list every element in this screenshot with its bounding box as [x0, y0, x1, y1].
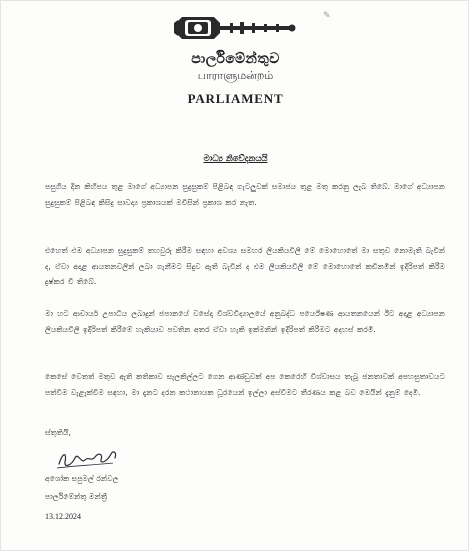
pen-mark-icon: ✎	[323, 11, 331, 21]
paragraph-2: එහෙත් එම අධ්‍යාපන සුදුසුකම් තහවුරු කිරීම සඳහා අවශ්‍ය සමහර ලියකියවිලි මේ මොහොතේ මා සතුව නොමැති බැවින් ද, ඒවා අදාළ ආයතනවලින් ලබා ගැනීමට සිදුව ඇති බැවින් ද එම ලියකියවිලි මේ මොහොතේ කඩිනමින් ඉදිරිපත් කිරීම දුෂ්කර වී තිබේ.	[45, 246, 445, 286]
paragraph-3: මා හට ආචාර්ය උපාධිය ලබාදුන් ජපානයේ වසේදා විශ්වවිද්‍යාලයේ අනුබද්ධ පර්යේෂණ ආයතනයෙන් ඊට අදාළ අධ්‍යාපන ලියකියවිලි ඉදිරිපත් කිරීමේ හැකියාව පවතින අතර ඒවා හැකි ඉක්මනින් ඉදිරිපත් කිරීමට අදහස් කරමි.	[45, 309, 445, 334]
paragraph-4: කෙසේ වෙතත් මතුව ඇති කතිකාව සැලකිල්ලට ගෙන ආණ්ඩුවක් අප කෙරෙහි විශ්වාසය තැබූ ජනතාවක් අපහසුතාවයට පත්වීම වැළැක්වීම සඳහා, මා දැනට දරන කථානායක ධූරයෙන් ඉල්ලා අස්වීමට තීරණය කළ බව මෙයින් දැනුම් දෙමි.	[45, 372, 445, 397]
signature-date: 13.12.2024	[45, 512, 81, 521]
header-sinhala: පාර්ලිමේන්තුව	[191, 51, 280, 67]
header-english: PARLIAMENT	[187, 91, 284, 106]
notice-title: මාධ්‍ය නිවේදනයයි	[203, 154, 268, 164]
header-tamil: பாராளுமன்றம்	[197, 69, 274, 82]
closing-thanks: ස්තුතියි,	[45, 428, 71, 437]
handwritten-signature	[53, 444, 123, 474]
signatory-title: පාර්ලිමේන්තු මන්ත්‍රී	[45, 492, 107, 501]
mace-emblem-icon	[174, 13, 298, 43]
paragraph-1: පසුගිය දින කිහිපය තුළ මාගේ අධ්‍යාපන සුදුසුකම් පිළිබඳ ගැටලුවක් සමාජය තුළ මතු කරනු ලැබ තිබේ. මාගේ අධ්‍යාපන සුදුසුකම් පිළිබඳ කිසිදු සාවද්‍ය ප්‍රකාශයක් මවිසින් ප්‍රකාශ කර නැත.	[45, 182, 445, 207]
signatory-name: අශෝක සපුමල් රන්වල	[45, 474, 119, 483]
